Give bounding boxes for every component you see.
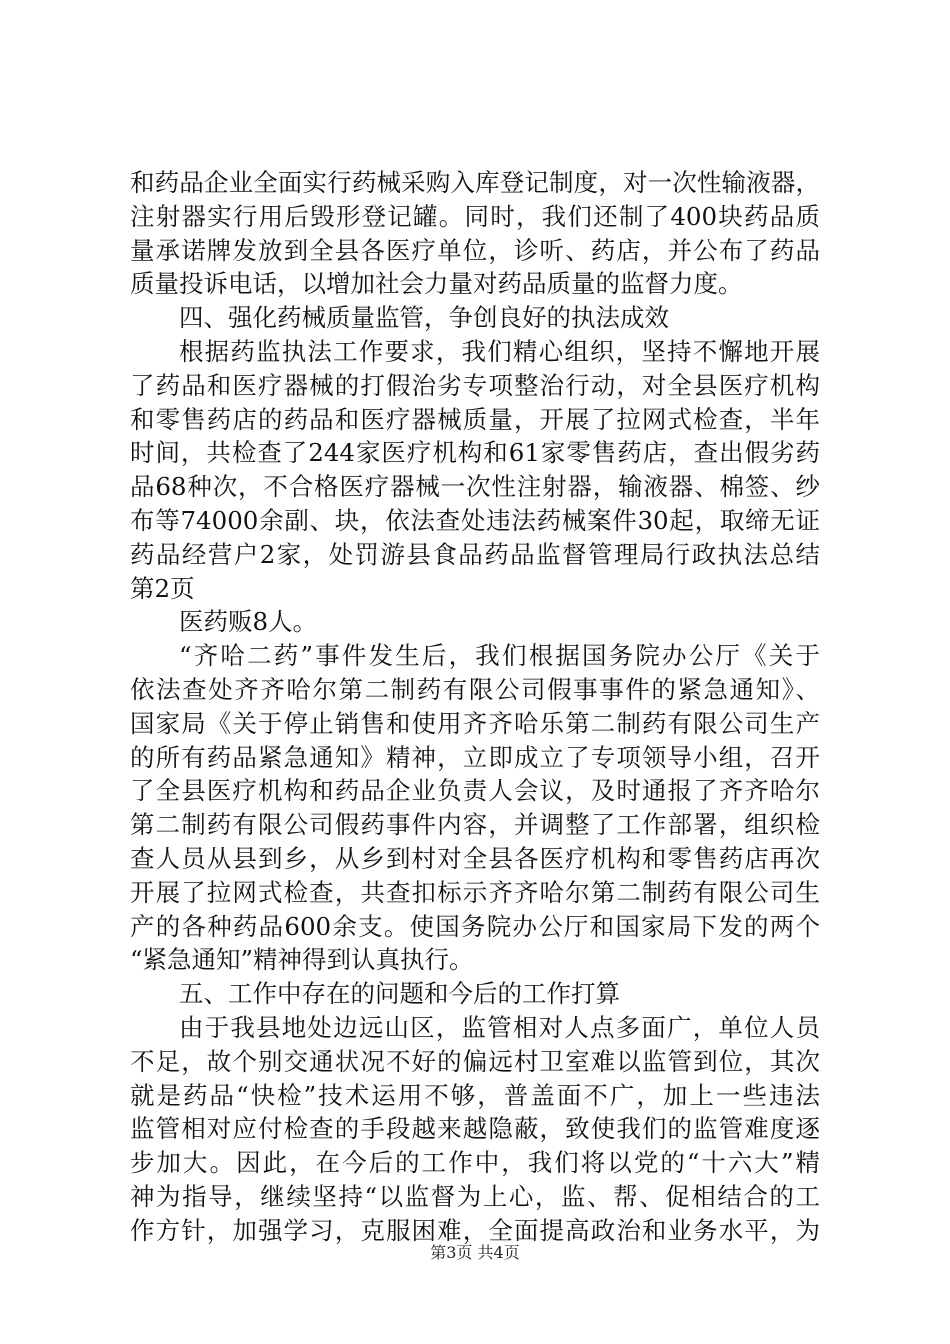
text-line: 监管相对应付检查的手段越来越隐蔽，致使我们的监管难度逐 xyxy=(130,1114,820,1144)
text-line: 依法查处齐齐哈尔第二制药有限公司假事事件的紧急通知》、 xyxy=(130,674,820,704)
text-line: 就是药品“快检”技术运用不够，普盖面不广，加上一些违法 xyxy=(130,1080,820,1110)
text-line: 步加大。因此，在今后的工作中，我们将以党的“十六大”精 xyxy=(130,1148,820,1178)
text-line: 注射器实行用后毁形登记罐。同时，我们还制了400块药品质 xyxy=(130,201,820,231)
text-line: 的所有药品紧急通知》精神，立即成立了专项领导小组，召开 xyxy=(130,742,820,772)
text-line: “紧急通知”精神得到认真执行。 xyxy=(130,945,474,975)
text-line: 时间，共检查了244家医疗机构和61家零售药店，查出假劣药 xyxy=(130,438,820,468)
text-line: 由于我县地处边远山区，监管相对人点多面广，单位人员 xyxy=(179,1012,820,1042)
text-line: 产的各种药品600余支。使国务院办公厅和国家局下发的两个 xyxy=(130,911,820,941)
text-line: 不足，故个别交通状况不好的偏远村卫室难以监管到位，其次 xyxy=(130,1046,820,1076)
text-line: 根据药监执法工作要求，我们精心组织，坚持不懈地开展 xyxy=(179,336,820,366)
text-line: 作方针，加强学习，克服困难，全面提高政治和业务水平，为 xyxy=(130,1215,820,1245)
text-line: 神为指导，继续坚持“以监督为上心，监、帮、促相结合的工 xyxy=(130,1181,820,1211)
text-line: 了全县医疗机构和药品企业负责人会议，及时通报了齐齐哈尔 xyxy=(130,776,820,806)
text-line: 和药品企业全面实行药械采购入库登记制度，对一次性输液器， xyxy=(130,168,820,197)
text-line: 医药贩8人。 xyxy=(179,607,318,637)
text-line: 第二制药有限公司假药事件内容，并调整了工作部署，组织检 xyxy=(130,810,820,840)
text-line: 药品经营户2家，处罚游县食品药品监督管理局行政执法总结 xyxy=(130,539,820,569)
text-line: 查人员从县到乡，从乡到村对全县各医疗机构和零售药店再次 xyxy=(130,843,820,873)
text-line: 质量投诉电话，以增加社会力量对药品质量的监督力度。 xyxy=(130,269,743,299)
section-heading: 四、强化药械质量监管，争创良好的执法成效 xyxy=(179,303,669,333)
text-line: 了药品和医疗器械的打假治劣专项整治行动，对全县医疗机构 xyxy=(130,370,820,400)
text-line: 开展了拉网式检查，共查扣标示齐齐哈尔第二制药有限公司生 xyxy=(130,877,820,907)
body-text xyxy=(130,166,820,1248)
text-line: 第2页 xyxy=(130,573,195,603)
text-line: 品68种次，不合格医疗器械一次性注射器，输液器、棉签、纱 xyxy=(130,472,820,502)
text-line: “齐哈二药”事件发生后，我们根据国务院办公厅《关于 xyxy=(179,641,820,671)
text-line: 量承诺牌发放到全县各医疗单位，诊听、药店，并公布了药品 xyxy=(130,235,820,265)
page-footer: 第3页 共4页 xyxy=(430,1243,520,1262)
section-heading: 五、工作中存在的问题和今后的工作打算 xyxy=(179,979,620,1009)
text-line: 和零售药店的药品和医疗器械质量，开展了拉网式检查，半年 xyxy=(130,404,820,434)
text-line: 布等74000余副、块，依法查处违法药械案件30起，取缔无证 xyxy=(130,505,820,535)
text-line: 国家局《关于停止销售和使用齐齐哈乐第二制药有限公司生产 xyxy=(130,708,820,738)
